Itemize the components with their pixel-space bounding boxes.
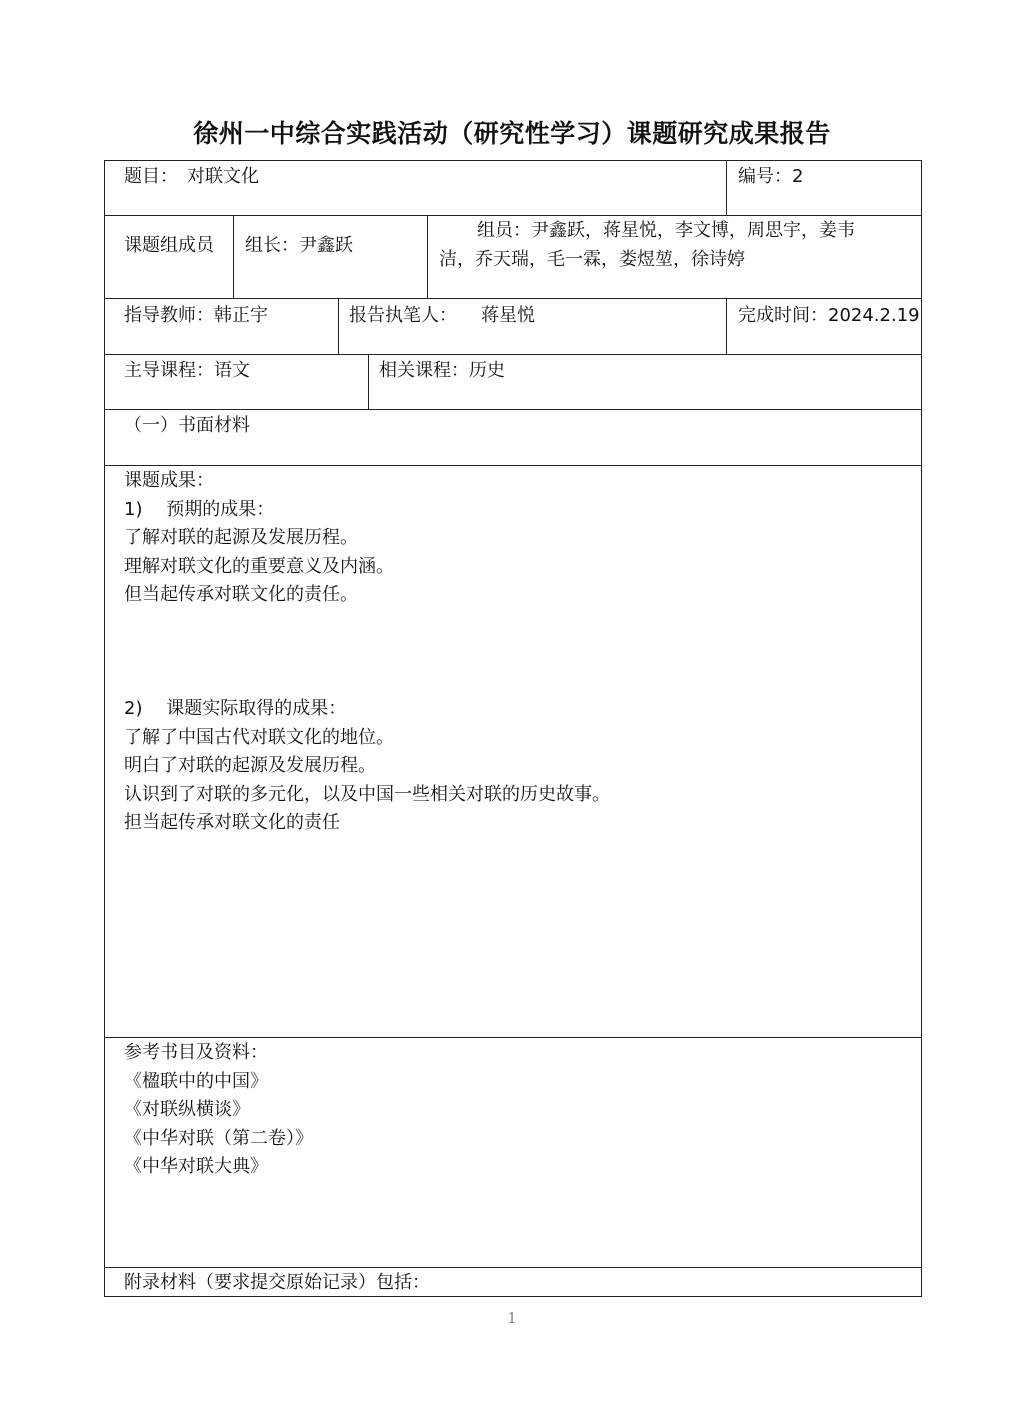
reference-item: 《中华对联（第二卷）》 xyxy=(124,1127,313,1149)
topic-cell xyxy=(124,162,259,191)
writer-value: 蒋星悦 xyxy=(481,305,535,326)
row-divider xyxy=(104,409,922,410)
group-leader: 组长：尹鑫跃 xyxy=(245,235,353,256)
column-divider xyxy=(726,160,727,215)
reference-item: 《楹联中的中国》 xyxy=(124,1070,268,1092)
topic-label: 题目： xyxy=(124,166,178,187)
column-divider xyxy=(427,215,428,298)
members-line-1: 组员：尹鑫跃，蒋星悦，李文博，周思宇，姜韦 xyxy=(477,220,855,241)
number-label: 编号： xyxy=(738,166,792,187)
actual-item: 认识到了对联的多元化，以及中国一些相关对联的历史故事。 xyxy=(124,783,610,805)
section-heading: （一）书面材料 xyxy=(124,415,250,436)
references-heading: 参考书目及资料： xyxy=(124,1042,268,1063)
row-divider xyxy=(104,298,922,299)
results-section xyxy=(124,467,394,610)
results-heading: 课题成果： xyxy=(124,470,214,491)
column-divider xyxy=(726,298,727,354)
main-course: 主导课程：语文 xyxy=(124,360,250,381)
expected-item: 理解对联文化的重要意义及内涵。 xyxy=(124,555,394,577)
row-divider xyxy=(104,354,922,355)
reference-item: 《中华对联大典》 xyxy=(124,1156,268,1178)
actual-heading: 2) 课题实际取得的成果： xyxy=(124,698,347,719)
row-divider xyxy=(104,465,922,466)
report-title: 徐州一中综合实践活动（研究性学习）课题研究成果报告 xyxy=(193,119,831,148)
reference-item: 《对联纵横谈》 xyxy=(124,1099,250,1121)
expected-item: 了解对联的起源及发展历程。 xyxy=(124,527,358,549)
topic-value: 对联文化 xyxy=(187,166,259,187)
references-section xyxy=(124,1039,313,1182)
expected-heading: 1) 预期的成果： xyxy=(124,498,275,520)
number-value: 2 xyxy=(792,166,804,187)
members-label: 课题组成员 xyxy=(124,235,214,256)
actual-item: 明白了对联的起源及发展历程。 xyxy=(124,755,376,777)
members-line-2: 洁，乔天瑞，毛一霖，娄煜堃，徐诗婷 xyxy=(439,249,745,270)
completion-time: 完成时间：2024.2.19 xyxy=(738,305,920,326)
expected-item: 但当起传承对联文化的责任。 xyxy=(124,584,358,606)
page-number: 1 xyxy=(507,1309,517,1327)
number-cell xyxy=(738,162,803,191)
teacher-cell: 指导教师：韩正宇 xyxy=(124,305,268,326)
column-divider xyxy=(233,215,234,298)
writer-cell xyxy=(349,301,535,330)
column-divider xyxy=(338,298,339,354)
column-divider xyxy=(368,354,369,409)
actual-item: 了解了中国古代对联文化的地位。 xyxy=(124,726,394,748)
writer-label: 报告执笔人： xyxy=(349,305,457,326)
related-course: 相关课程：历史 xyxy=(379,360,505,381)
row-divider xyxy=(104,1037,922,1038)
actual-results-section xyxy=(124,695,610,838)
appendix-label: 附录材料（要求提交原始记录）包括： xyxy=(124,1272,430,1293)
actual-item: 担当起传承对联文化的责任 xyxy=(124,812,340,834)
